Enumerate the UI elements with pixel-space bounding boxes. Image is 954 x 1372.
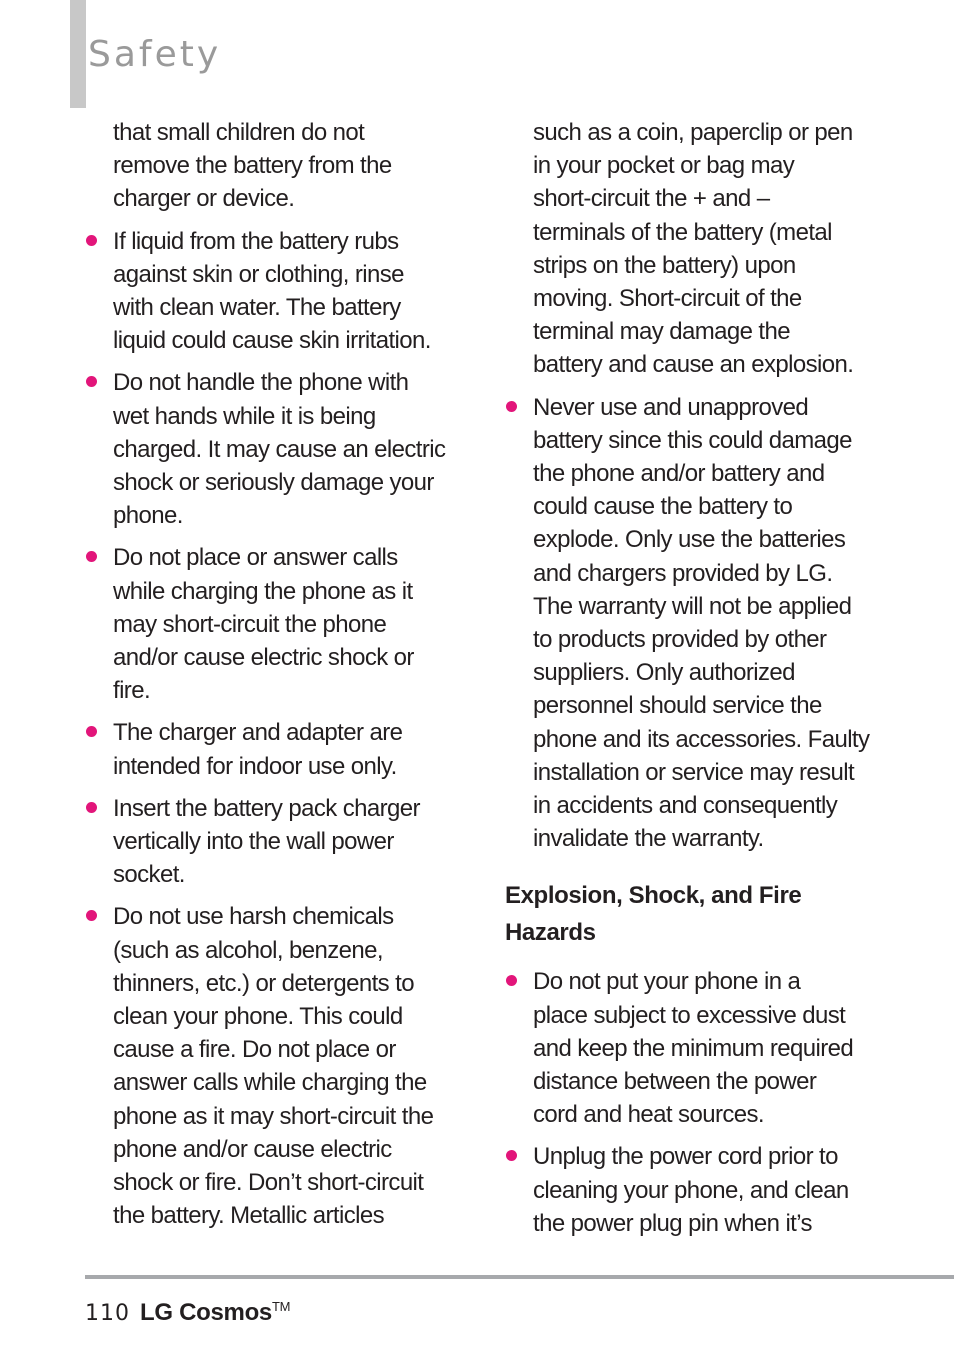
right-column — [505, 116, 895, 1249]
left-column — [85, 116, 465, 1242]
page-number: 110 — [85, 1301, 130, 1326]
section-tab-marker — [70, 0, 86, 108]
bullet-item: Do not use harsh chemicals (such as alcohol, benzene, thinners, etc.) or detergents to clean your phone. This could cause a fire. Do not place or answer calls while charging the phone as it may short-circuit the phone and/or cause electric shock or fire. Don’t short-circuit the battery. Metallic articles — [85, 900, 465, 1232]
bullet-item: Insert the battery pack charger vertically into the wall power socket. — [85, 792, 465, 892]
bullet-item: Never use and unapproved battery since this could damage the phone and/or battery and could cause the battery to explode. Only use the batteries and chargers provided by LG. The warranty will not be applied to products provided by other suppliers. Only authorized personnel should service the phone and its accessories. Faulty installation or service may result in accidents and consequently invalidate the warranty. — [505, 391, 895, 856]
bullet-item: Do not place or answer calls while charging the phone as it may short-circuit the phone and/or cause electric shock or fire. — [85, 541, 465, 707]
bullet-item: Do not put your phone in a place subject to excessive dust and keep the minimum required distance between the power cord and heat sources. — [505, 965, 895, 1131]
trademark-symbol: TM — [271, 1299, 291, 1314]
product-name — [140, 1299, 290, 1326]
bullet-item: Unplug the power cord prior to cleaning your phone, and clean the power plug pin when it’s — [505, 1140, 895, 1240]
product-name-text: LG Cosmos — [140, 1299, 272, 1326]
continued-paragraph: such as a coin, paperclip or pen in your pocket or bag may short-circuit the + and – terminals of the battery (metal strips on the battery) upon moving. Short-circuit of the terminal may damage the battery and cause an explosion. — [533, 119, 854, 379]
bullet-item: The charger and adapter are intended for indoor use only. — [85, 716, 465, 782]
section-subheading: Explosion, Shock, and Fire Hazards — [505, 882, 802, 947]
page-title: Safety — [88, 34, 222, 75]
bullet-item: Do not handle the phone with wet hands while it is being charged. It may cause an electric shock or seriously damage your phone. — [85, 366, 465, 532]
bullet-item: If liquid from the battery rubs against skin or clothing, rinse with clean water. The battery liquid could cause skin irritation. — [85, 225, 465, 358]
continued-paragraph: that small children do not remove the battery from the charger or device. — [113, 119, 392, 213]
footer-divider — [85, 1275, 954, 1279]
page-footer — [85, 1290, 290, 1331]
